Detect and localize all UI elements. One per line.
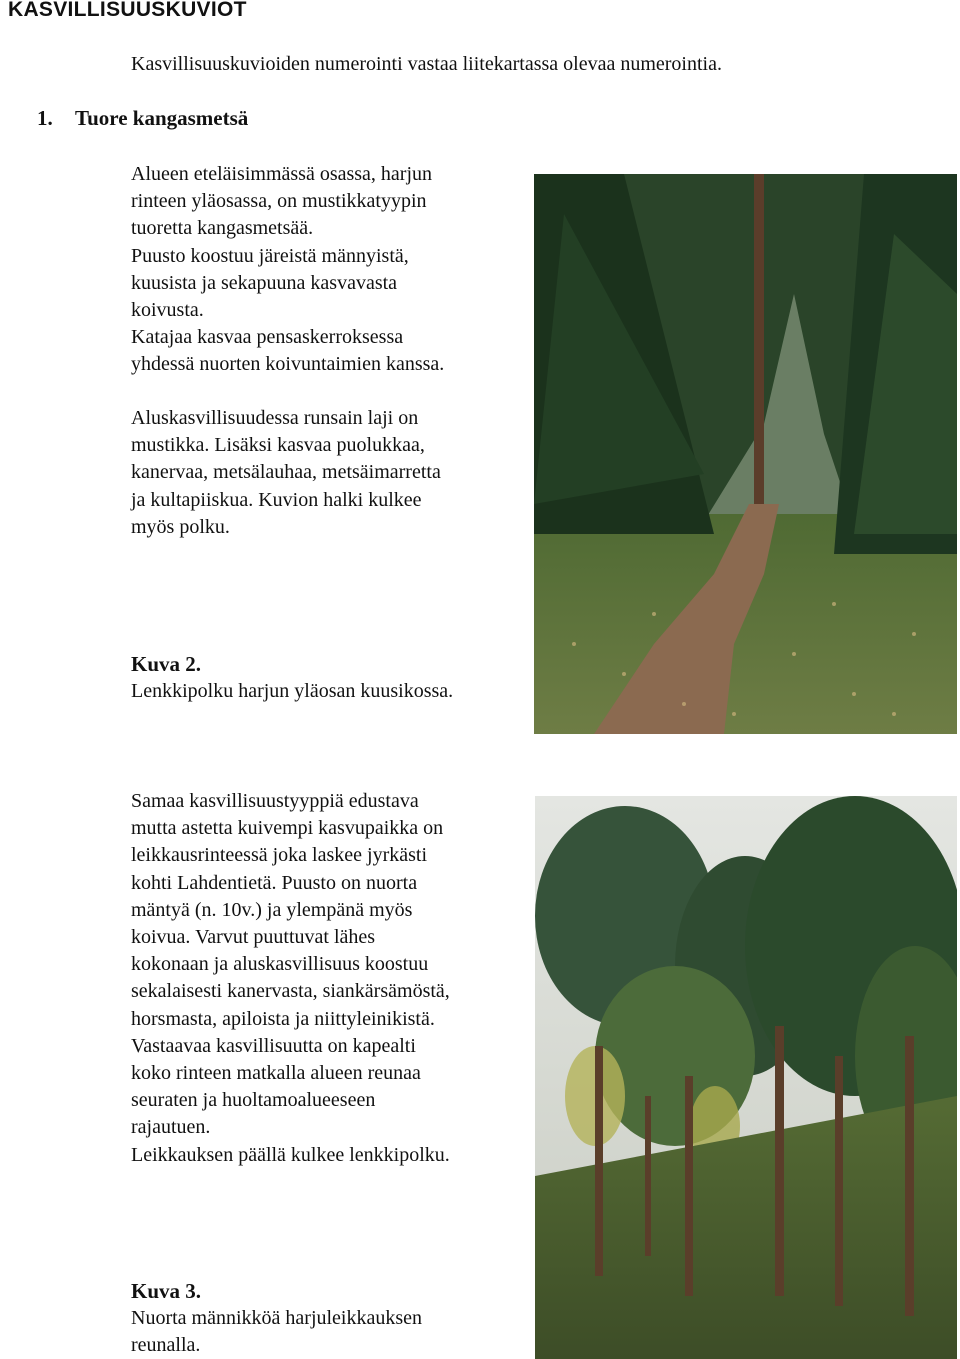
intro-text: Kasvillisuuskuvioiden numerointi vastaa liitekartassa olevaa numerointia. bbox=[131, 53, 722, 75]
figure-3-young-pine-photo bbox=[535, 796, 957, 1359]
figure-3-caption-text: Nuorta männikköä harjuleikkauksen reunalla. bbox=[131, 1307, 423, 1357]
description-paragraph-3: Samaa kasvillisuustyyppiä edustava mutta astetta kuivempi kasvupaikka on leikkausrinteessä joka laskee jyrkästi kohti Lahdentietä. Puusto on nuorta mäntyä (n. 10v.) ja ylempänä myös koivua. Varvut puuttuvat lähes kokonaan ja aluskasvillisuus koostuu sekalaisesti kanervasta, siankärsämöstä, horsmasta, apiloista ja niittyleinikistä. Vastaavaa kasvillisuutta on kapealti koko rinteen matkalla alueen reunaa seuraten ja huoltamoalueeseen rajautuen. Leikkauksen päällä kulkee lenkkipolku. bbox=[131, 790, 450, 1166]
figure-2-forest-path-photo bbox=[534, 174, 957, 734]
section-number: 1. bbox=[37, 106, 53, 130]
figure-3-caption-title: Kuva 3. bbox=[131, 1279, 202, 1303]
description-paragraph-1: Alueen eteläisimmässä osassa, harjun rinteen yläosassa, on mustikkatyypin tuoretta kangasmetsää. Puusto koostuu järeistä männyistä, kuusista ja sekapuuna kasvavasta koivusta. Katajaa kasvaa pensaskerroksessa yhdessä nuorten koivuntaimien kanssa. bbox=[131, 163, 445, 376]
figure-2-caption-text: Lenkkipolku harjun yläosan kuusikossa. bbox=[131, 680, 454, 702]
page-heading: KASVILLISUUSKUVIOT bbox=[8, 0, 247, 21]
description-paragraph-2: Aluskasvillisuudessa runsain laji on mustikka. Lisäksi kasvaa puolukkaa, kanervaa, metsälauhaa, metsäimarretta ja kultapiiskua. Kuvion halki kulkee myös polku. bbox=[131, 407, 441, 538]
figure-2-caption-title: Kuva 2. bbox=[131, 652, 202, 676]
section-title: Tuore kangasmetsä bbox=[75, 106, 249, 130]
